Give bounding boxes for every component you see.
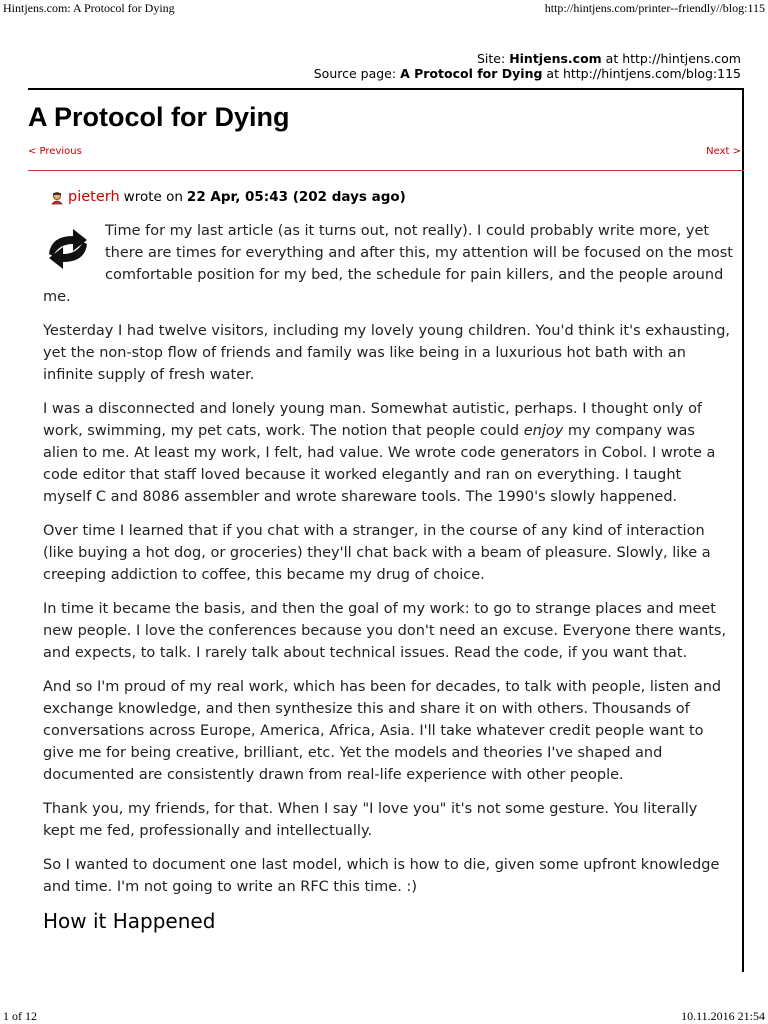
paragraph-1 [43,220,733,308]
page-count: 1 of 12 [3,1009,37,1023]
section-heading: How it Happened [43,909,216,933]
site-info [314,51,741,81]
print-header-title: Hintjens.com: A Protocol for Dying [3,1,175,15]
print-header-url: http://hintjens.com/printer--friendly//blog:115 [544,1,765,15]
site-name: Hintjens.com [509,51,602,66]
source-line [314,66,741,81]
paragraph-3 [43,398,733,508]
paragraph-4: Over time I learned that if you chat with a stranger, in the course of any kind of interaction (like buying a hot dog, or groceries) they'll chat back with a beam of pleasure. Slowly, like a creeping addiction to coffee, this became my drug of choice. [43,523,711,583]
print-footer [0,1008,768,1024]
paragraph-8: So I wanted to document one last model, which is how to die, given some upfront knowledge and time. I'm not going to write an RFC this time. :) [43,857,720,895]
print-datetime: 10.11.2016 21:54 [681,1009,765,1023]
source-name: A Protocol for Dying [400,66,543,81]
user-avatar-icon[interactable] [50,191,64,205]
source-label: Source page: [313,66,397,81]
paragraph-6: And so I'm proud of my real work, which has been for decades, to talk with people, listen and exchange knowledge, and then synthesize this and share it on with others. Thousands of conversations across Europe, America, Africa, Asia. I'll take whatever credit people want to give me for being creative, brilliant, etc. Yet the models and theories I've shaped and documented are consistently drawn from real-life experience with other people. [43,679,722,783]
site-line [314,51,741,66]
title-divider [28,170,744,171]
site-url: at http://hintjens.com [605,51,741,66]
author-link[interactable]: pieterh [68,188,120,205]
paragraph-7: Thank you, my friends, for that. When I say "I love you" it's not some gesture. You literally kept me fed, professionally and intellectually. [43,801,698,839]
paragraph-5: In time it became the basis, and then the goal of my work: to go to strange places and meet new people. I love the conferences because you don't need an excuse. Everyone there wants, and expects, to talk. I rarely talk about technical issues. Read the code, if you want that. [43,601,727,661]
paragraph-3-emphasis: enjoy [523,423,564,439]
source-url: at http://hintjens.com/blog:115 [546,66,741,81]
post-date: 22 Apr, 05:43 (202 days ago) [186,188,406,205]
site-label: Site: [476,51,506,66]
paragraph-2: Yesterday I had twelve visitors, including my lovely young children. You'd think it's exhausting, yet the non-stop flow of friends and family was like being in a luxurious hot bath with an infinite supply of fresh water. [43,323,731,383]
paragraph-3-text-a: I was a disconnected and lonely young man. Somewhat autistic, perhaps. I thought only of work, swimming, my pet cats, work. The notion that people could [43,401,703,439]
swap-arrows-icon [43,224,93,274]
article-body [43,220,733,932]
next-link[interactable]: Next > [706,146,741,157]
paragraph-3-text-b: my company was alien to me. At least my work, I felt, had value. We wrote code generators in Cobol. I wrote a code editor that staff loved because it worked elegantly and ran on everything. I taught myself C and 8086 assembler and wrote shareware tools. The 1990's slowly happened. [43,423,716,505]
byline [50,188,406,205]
wrote-on-label: wrote on [123,188,183,205]
print-header [0,0,768,16]
page-title: A Protocol for Dying [28,102,290,132]
previous-link[interactable]: < Previous [28,146,82,157]
paragraph-1-text: Time for my last article (as it turns out, not really). I could probably write more, yet there are times for everything and after this, my attention will be focused on the most comfortable position for my bed, the schedule for pain killers, and the people around me. [43,223,733,305]
